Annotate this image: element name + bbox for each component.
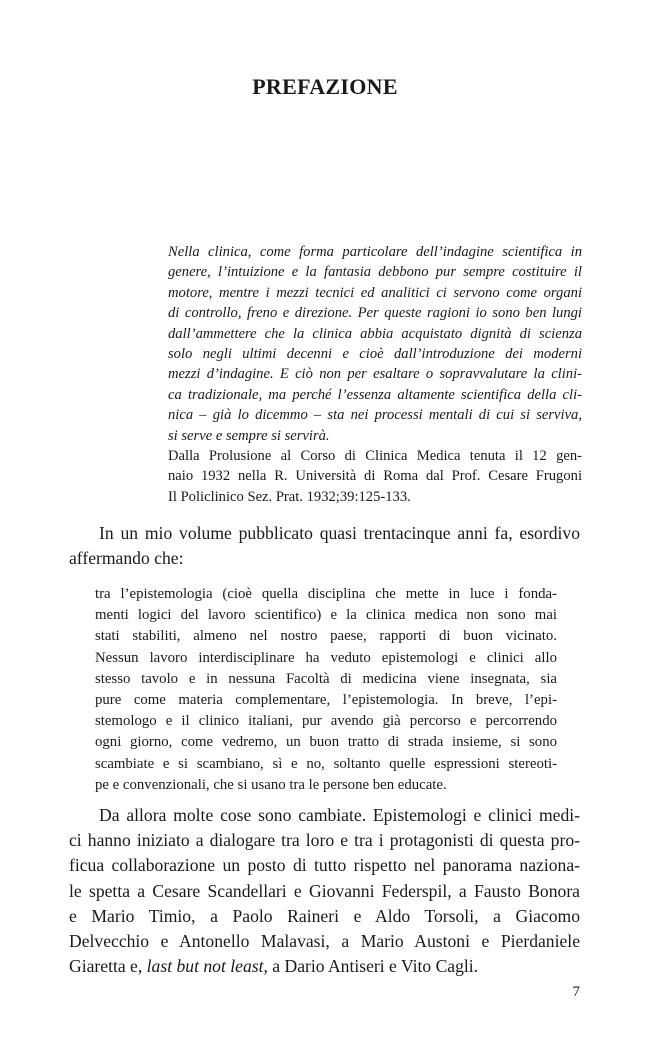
paragraph-line: ficua collaborazione un posto di tutto rispetto nel panorama naziona-: [69, 855, 580, 876]
block-quote-line: menti logici del lavoro scientifico) e la clinica medica non sono mai: [95, 607, 557, 624]
epigraph-line: solo negli ultimi decenni e cioè dall’introduzione dei moderni: [168, 346, 582, 363]
epigraph-line: motore, mentre i mezzi tecnici ed analitici ci servono come organi: [168, 284, 582, 301]
block-quote-line: ogni giorno, come vedremo, un buon tratto di strada insieme, si sono: [95, 734, 557, 751]
epigraph-source-line: Il Policlinico Sez. Prat. 1932;39:125-133.: [168, 488, 411, 505]
epigraph: [168, 242, 582, 507]
epigraph-line: dall’ammettere che la clinica abbia acquistato dignità di scienza: [168, 325, 582, 342]
text-segment: , a Dario Antiseri e Vito Cagli.: [263, 956, 479, 977]
epigraph-line: nica – già lo dicemmo – sta nei processi mentali di cui si serviva,: [168, 407, 582, 424]
epigraph-line: ca tradizionale, ma perché l’essenza altamente scientifica della cli-: [168, 386, 582, 403]
italic-phrase: last but not least: [146, 956, 264, 977]
paragraph-last-line: [69, 954, 580, 979]
block-quote-line: tra l’epistemologia (cioè quella disciplina che mette in luce i fonda-: [95, 586, 557, 602]
paragraph-line: Delvecchio e Antonello Malavasi, a Mario Austoni e Pierdaniele: [69, 931, 580, 952]
block-quote-line: stesso tavolo e in nessuna Facoltà di medicina viene insegnata, sia: [95, 670, 557, 687]
page-number: 7: [572, 984, 580, 1000]
epigraph-source-line: naio 1932 nella R. Università di Roma dal Prof. Cesare Frugoni: [168, 468, 582, 485]
block-quote: [95, 584, 557, 796]
intro-paragraph: [69, 521, 580, 571]
epigraph-line: mezzi d’indagine. E ciò non per esaltare o sopravvalutare la clini-: [168, 366, 582, 383]
epigraph-source-line: Dalla Prolusione al Corso di Clinica Medica tenuta il 12 gen-: [168, 448, 582, 465]
paragraph-line: le spetta a Cesare Scandellari e Giovanni Federspil, a Fausto Bonora: [69, 880, 580, 901]
epigraph-line: genere, l’intuizione e la fantasia debbono pur sempre costituire il: [168, 264, 582, 281]
paragraph-line: e Mario Timio, a Paolo Raineri e Aldo Torsoli, a Giacomo: [69, 905, 580, 926]
block-quote-line: Nessun lavoro interdisciplinare ha veduto epistemologi e clinici allo: [95, 649, 557, 666]
epigraph-source: [168, 446, 582, 507]
text-segment: Giaretta e,: [69, 956, 147, 977]
block-quote-line: stati stabiliti, almeno nel nostro paese, rapporti di buon vicinato.: [95, 628, 557, 645]
epigraph-line: di controllo, freno e direzione. Per queste ragioni io sono ben lungi: [168, 305, 582, 322]
epigraph-quote: [168, 242, 582, 446]
epigraph-line: si serve e sempre si servirà.: [168, 427, 330, 444]
epigraph-line: Nella clinica, come forma particolare dell’indagine scientifica in: [168, 244, 582, 260]
block-quote-line: scambiate e si scambiano, sì e no, soltanto quelle espressioni stereoti-: [95, 755, 557, 772]
block-quote-line: pure come materia complementare, l’epistemologia. In breve, l’epi-: [95, 692, 557, 709]
closing-paragraph: [69, 803, 580, 979]
paragraph-line: Da allora molte cose sono cambiate. Epistemologi e clinici medi-: [99, 805, 580, 825]
paragraph-line: In un mio volume pubblicato quasi trentacinque anni fa, esordivo: [99, 523, 580, 543]
paragraph-line: affermando che:: [69, 548, 184, 569]
block-quote-line: pe e convenzionali, che si usano tra le persone ben educate.: [95, 776, 447, 793]
page-title: PREFAZIONE: [252, 74, 398, 99]
paragraph-line: ci hanno iniziato a dialogare tra loro e tra i protagonisti di questa pro-: [69, 830, 580, 851]
block-quote-line: stemologo e il clinico italiani, pur avendo già percorso e percorrendo: [95, 713, 557, 730]
